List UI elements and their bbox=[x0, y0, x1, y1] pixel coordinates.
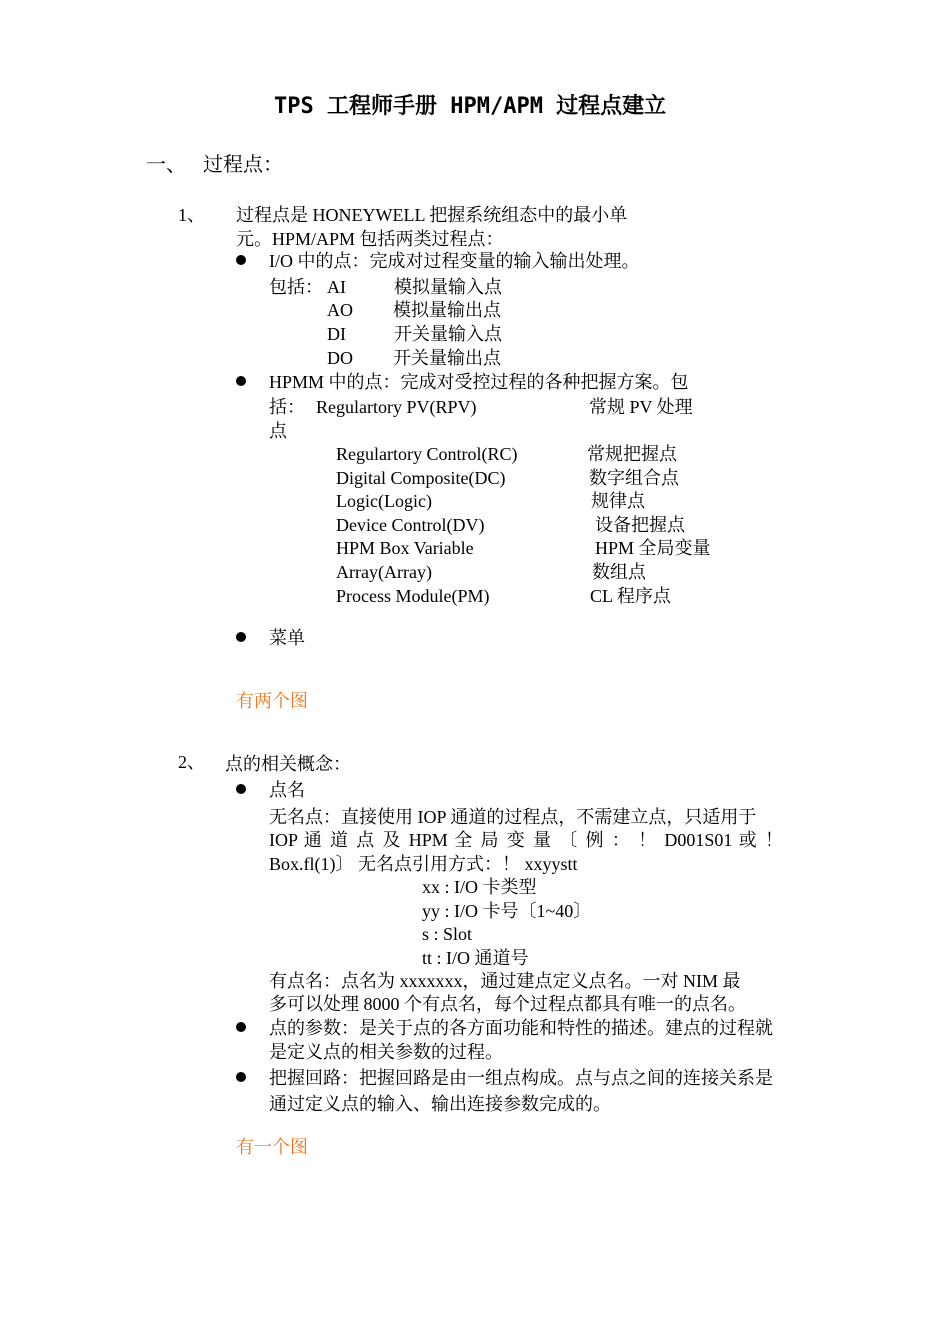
item2-heading: 点的相关概念： bbox=[225, 754, 351, 774]
control-loop-line2: 通过定义点的输入、输出连接参数完成的。 bbox=[269, 1094, 611, 1114]
bullet-icon bbox=[236, 1072, 246, 1082]
bullet-icon bbox=[236, 632, 246, 642]
address-field: tt : I/O 通道号 bbox=[422, 948, 529, 968]
hpmm-type-desc: 规律点 bbox=[591, 491, 645, 511]
bullet-icon bbox=[236, 784, 246, 794]
bullet-icon bbox=[236, 255, 246, 265]
point-name-title: 点名 bbox=[269, 780, 305, 800]
address-field: xx : I/O 卡类型 bbox=[422, 877, 537, 897]
io-points-text: I/O 中的点：完成对过程变量的输入输出处理。 bbox=[269, 251, 640, 271]
address-field: yy : I/O 卡号〔1~40〕 bbox=[422, 901, 592, 921]
point-params-line2: 是定义点的相关参数的过程。 bbox=[269, 1042, 503, 1062]
hpmm-type-desc: 设备把握点 bbox=[595, 515, 685, 535]
hpmm-type-desc: 常规把握点 bbox=[587, 444, 677, 464]
unnamed-point-line1: 无名点：直接使用 IOP 通道的过程点，不需建立点，只适用于 bbox=[269, 807, 757, 827]
io-type-desc: 模拟量输入点 bbox=[394, 277, 502, 297]
control-loop-line1: 把握回路：把握回路是由一组点构成。点与点之间的连接关系是 bbox=[269, 1068, 773, 1088]
hpmm-points-text: HPMM 中的点：完成对受控过程的各种把握方案。包 bbox=[269, 372, 689, 392]
bullet-icon bbox=[236, 376, 246, 386]
item1-line1: 过程点是 HONEYWELL 把握系统组态中的最小单 bbox=[236, 205, 628, 225]
figure-note: 有一个图 bbox=[236, 1137, 308, 1157]
figure-note: 有两个图 bbox=[236, 691, 308, 711]
item-number-2: 2、 bbox=[178, 752, 205, 772]
point-params-line1: 点的参数：是关于点的各方面功能和特性的描述。建点的过程就 bbox=[269, 1018, 773, 1038]
item1-line2: 元。HPM/APM 包括两类过程点： bbox=[236, 229, 504, 249]
hpmm-type-name: Device Control(DV) bbox=[336, 515, 485, 535]
hpmm-type-name: Regulartory Control(RC) bbox=[336, 444, 518, 464]
address-field: s : Slot bbox=[422, 924, 473, 944]
bullet-icon bbox=[236, 1022, 246, 1032]
page-title: TPS 工程师手册 HPM/APM 过程点建立 bbox=[274, 94, 667, 119]
hpmm-type-desc: 数字组合点 bbox=[589, 468, 679, 488]
hpmm-type-desc: HPM 全局变量 bbox=[595, 538, 711, 558]
io-type-desc: 开关量输入点 bbox=[394, 324, 502, 344]
hpmm-type-name: Regulartory PV(RPV) bbox=[316, 397, 477, 417]
io-type-code: DI bbox=[327, 324, 346, 344]
hpmm-type-name: HPM Box Variable bbox=[336, 538, 474, 558]
unnamed-point-line3: Box.fl(1)〕 无名点引用方式：！ xxyystt bbox=[269, 854, 578, 874]
hpmm-wrap-text: 点 bbox=[269, 421, 287, 441]
hpmm-type-desc: 数组点 bbox=[592, 562, 646, 582]
section-number: 一、 bbox=[146, 154, 186, 176]
io-type-desc: 模拟量输出点 bbox=[393, 300, 501, 320]
io-type-desc: 开关量输出点 bbox=[393, 348, 501, 368]
io-type-code: AO bbox=[327, 300, 353, 320]
named-point-line2: 多可以处理 8000 个有点名，每个过程点都具有唯一的点名。 bbox=[269, 994, 746, 1014]
hpmm-type-name: Digital Composite(DC) bbox=[336, 468, 506, 488]
menu-text: 菜单 bbox=[269, 628, 305, 648]
unnamed-point-line2: IOP 通 道 点 及 HPM 全 局 变 量 〔 例 ： ！ D001S01 或 ！ bbox=[269, 830, 783, 850]
hpmm-type-name: Process Module(PM) bbox=[336, 586, 490, 606]
item-number-1: 1、 bbox=[178, 205, 205, 225]
hpmm-type-desc: 常规 PV 处理 bbox=[589, 397, 693, 417]
named-point-line1: 有点名：点名为 xxxxxxx，通过建点定义点名。一对 NIM 最 bbox=[269, 971, 741, 991]
hpmm-cont-label: 括： bbox=[269, 397, 305, 417]
hpmm-type-desc: CL 程序点 bbox=[590, 586, 671, 606]
hpmm-type-name: Logic(Logic) bbox=[336, 491, 432, 511]
io-type-code: DO bbox=[327, 348, 353, 368]
section-heading: 过程点： bbox=[203, 154, 283, 176]
includes-label: 包括： bbox=[269, 277, 323, 297]
hpmm-type-name: Array(Array) bbox=[336, 562, 432, 582]
io-type-code: AI bbox=[327, 277, 346, 297]
